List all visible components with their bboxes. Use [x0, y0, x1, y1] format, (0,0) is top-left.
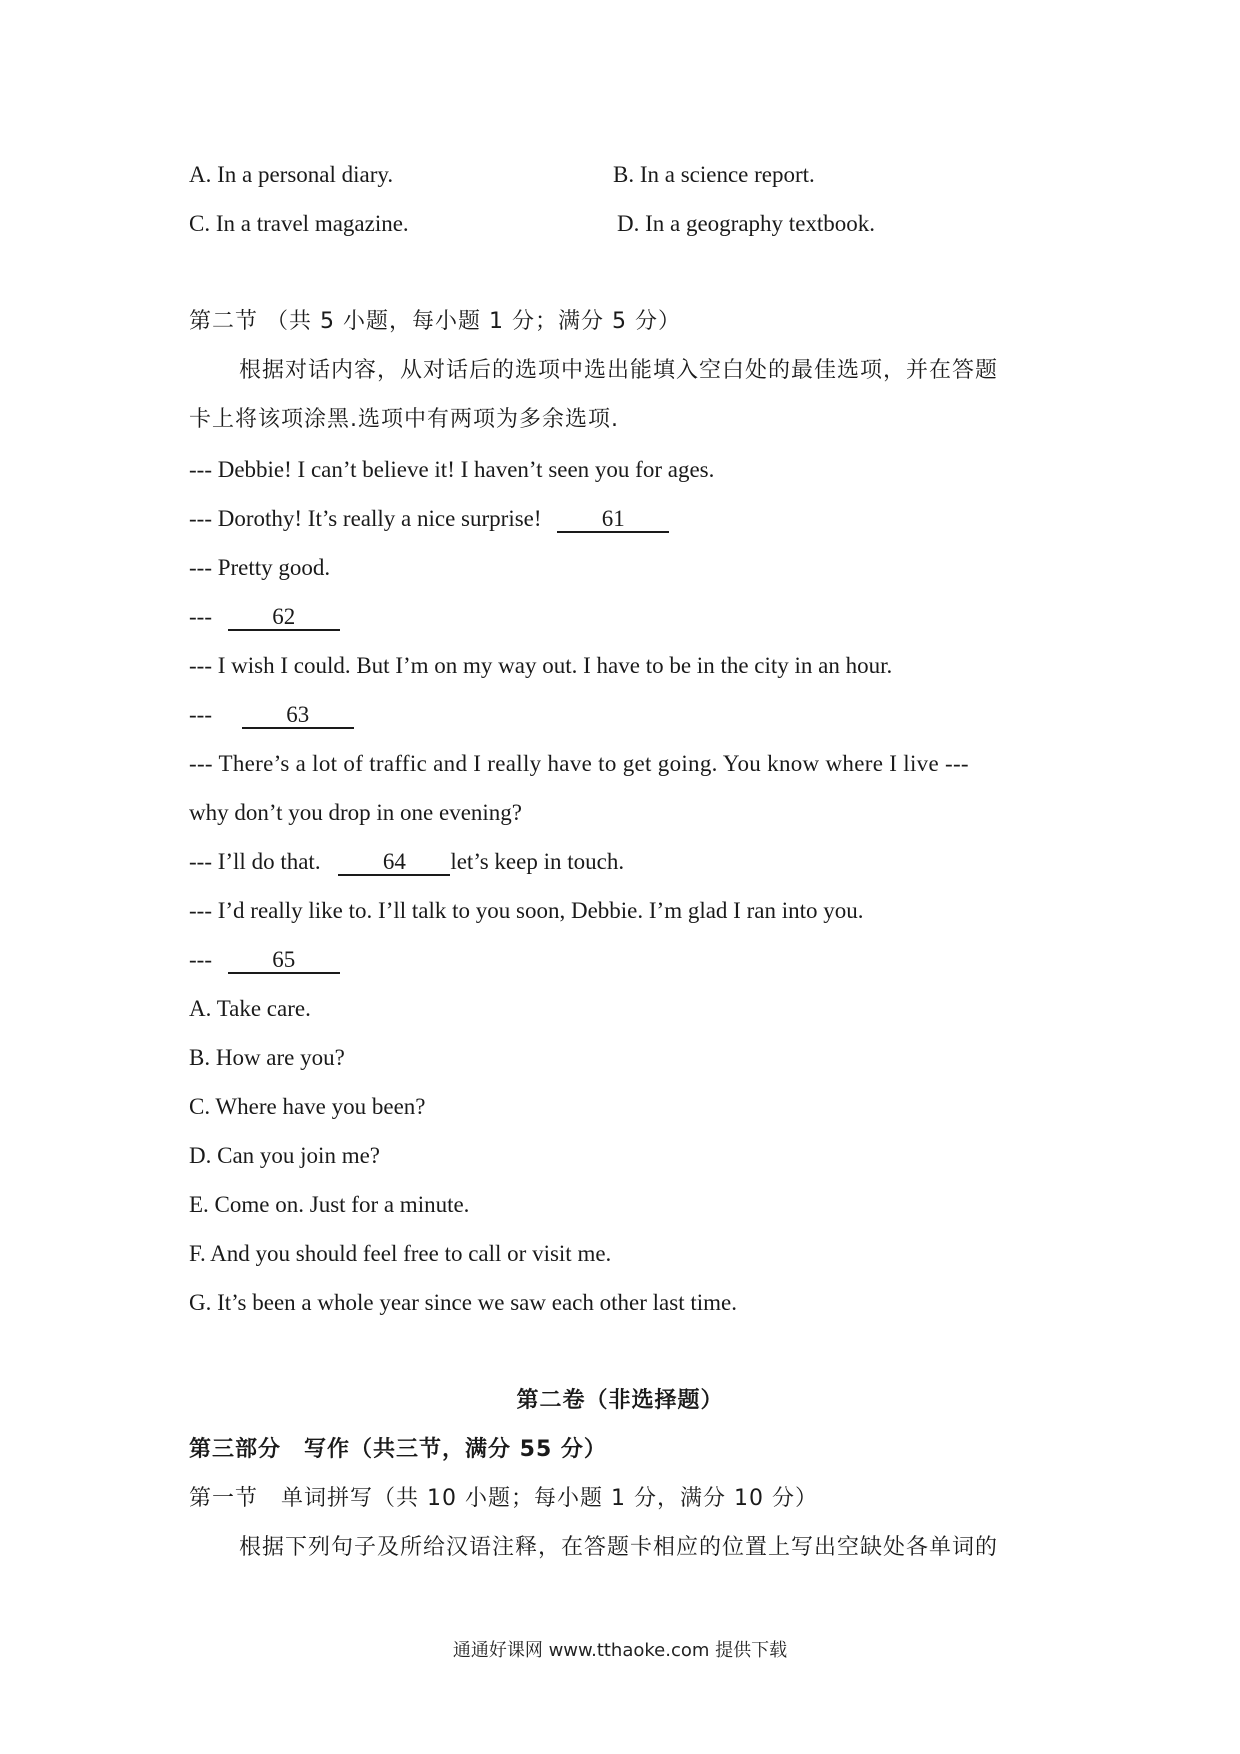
section2-instruction-2: 卡上将该项涂黑.选项中有两项为多余选项. — [189, 407, 619, 432]
dialogue-line-3: --- Pretty good. — [189, 555, 331, 580]
dialogue-line-7b: why don’t you drop in one evening? — [189, 800, 523, 825]
blank-64: 64 — [338, 850, 450, 876]
footer-source: 通通好课网 www.tthaoke.com 提供下载 — [452, 1640, 788, 1661]
dialogue-line-7a: --- There’s a lot of traffic and I really have to get going. You know where I live --- — [189, 751, 969, 776]
blank-65: 65 — [228, 948, 340, 974]
dash: --- — [189, 947, 212, 972]
dialogue-line-8 — [189, 847, 624, 877]
choice-a: A. Take care. — [189, 996, 311, 1021]
dialogue-line-5: --- I wish I could. But I’m on my way out. I have to be in the city in an hour. — [189, 653, 893, 678]
option-d: D. In a geography textbook. — [617, 211, 876, 236]
choice-d: D. Can you join me? — [189, 1143, 380, 1168]
choice-f: F. And you should feel free to call or visit me. — [189, 1241, 612, 1266]
dialogue-line-9: --- I’d really like to. I’ll talk to you soon, Debbie. I’m glad I ran into you. — [189, 898, 864, 923]
blank-62: 62 — [228, 605, 340, 631]
choice-b: B. How are you? — [189, 1045, 345, 1070]
dialogue-line-2-text: --- Dorothy! It’s really a nice surprise! — [189, 506, 542, 531]
dialogue-line-1: --- Debbie! I can’t believe it! I haven’t seen you for ages. — [189, 457, 715, 482]
section2-instruction-1: 根据对话内容，从对话后的选项中选出能填入空白处的最佳选项，并在答题 — [239, 358, 999, 383]
volume2-title: 第二卷（非选择题） — [516, 1388, 724, 1413]
blank-61: 61 — [557, 507, 669, 533]
blank-63: 63 — [242, 703, 354, 729]
dash: --- — [189, 702, 212, 727]
dialogue-line-6 — [189, 700, 354, 730]
option-a: A. In a personal diary. — [189, 162, 394, 187]
part3-heading: 第三部分 写作（共三节，满分 55 分） — [189, 1437, 607, 1462]
option-b: B. In a science report. — [613, 162, 815, 187]
dialogue-line-8-suffix: let’s keep in touch. — [450, 849, 625, 874]
dialogue-line-10 — [189, 945, 340, 975]
choice-g: G. It’s been a whole year since we saw each other last time. — [189, 1290, 737, 1315]
dash: --- — [189, 604, 212, 629]
option-c: C. In a travel magazine. — [189, 211, 409, 236]
choice-e: E. Come on. Just for a minute. — [189, 1192, 470, 1217]
section1-heading: 第一节 单词拼写（共 10 小题；每小题 1 分，满分 10 分） — [189, 1486, 818, 1511]
dialogue-line-4 — [189, 602, 340, 632]
dialogue-line-8-text: --- I’ll do that. — [189, 849, 321, 874]
section2-heading: 第二节 （共 5 小题，每小题 1 分；满分 5 分） — [189, 309, 681, 334]
section1-instruction: 根据下列句子及所给汉语注释，在答题卡相应的位置上写出空缺处各单词的 — [239, 1535, 999, 1560]
choice-c: C. Where have you been? — [189, 1094, 426, 1119]
dialogue-line-2 — [189, 504, 669, 534]
